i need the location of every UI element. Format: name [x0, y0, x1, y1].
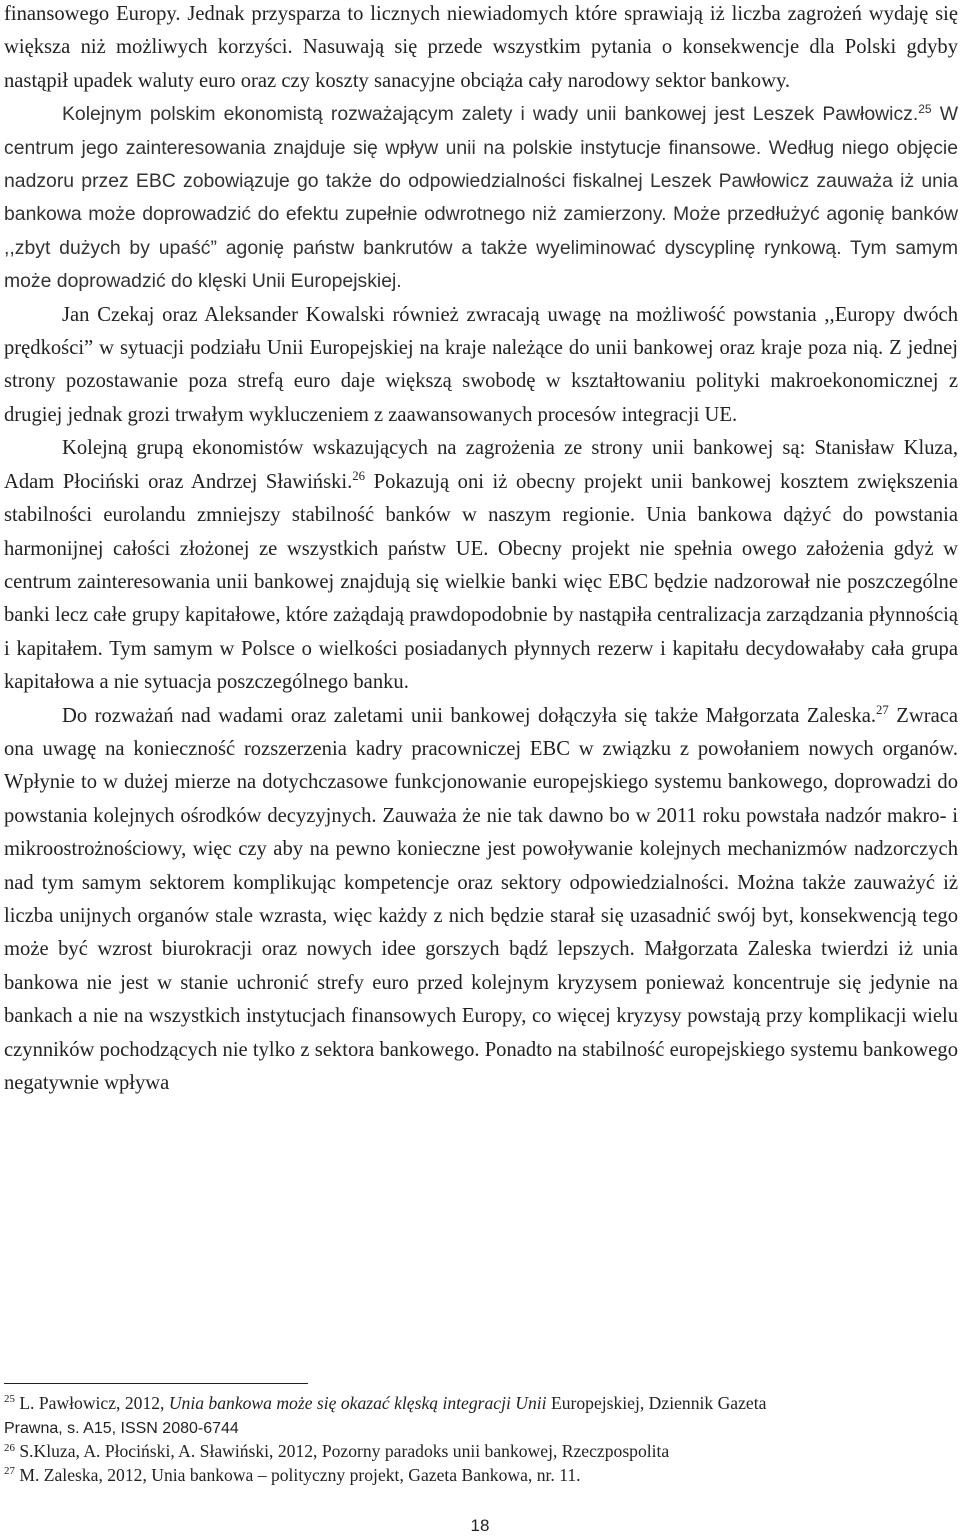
paragraph: Jan Czekaj oraz Aleksander Kowalski również zwracają uwagę na możliwość powstania ,,Europy dwóch prędkości” w sytuacji podziału Unii Europejskiej na kraje należące do unii bankowej oraz kraje poza nią. Z jednej strony pozostawanie poza strefą euro daje większą swobodę w kształtowaniu polityki makroekonomicznej z drugiej jednak grozi trwałym wykluczeniem z zaawansowanych procesów integracji UE. [4, 303, 958, 426]
footnote-text: S.Kluza, A. Płociński, A. Sławiński, 2012, Pozorny paradoks unii bankowej, Rzeczpospolita [19, 1441, 670, 1462]
footnote-text: Europejskiej, Dziennik Gazeta [546, 1393, 767, 1413]
footnote-number: 26 [4, 1441, 15, 1454]
footnote [4, 1392, 954, 1440]
paragraph: finansowego Europy. Jednak przysparza to licznych niewiadomych które sprawiają iż liczba zagrożeń wydaję się większa niż możliwych korzyści. Nasuwają się przede wszystkim pytania o konsekwencje dla Polski gdyby nastąpił upadek waluty euro oraz czy koszty sanacyjne obciąża cały narodowy sektor bankowy. [4, 3, 958, 92]
footnote [4, 1464, 954, 1488]
page-number: 18 [470, 1516, 490, 1535]
footnote-ref[interactable]: 25 [918, 102, 932, 117]
paragraph-text: Pokazują oni iż obecny projekt unii bankowej kosztem zwiększenia stabilności eurolandu zmniejszy stabilność banków w naszym regionie. Unia bankowa dążyć do powstania harmonijnej całości złożonej ze wszystkich państw UE. Obecny projekt nie spełnia owego założenia gdyż w centrum zainteresowania unii bankowej znajdują się wielkie banki więc EBC będzie nadzorował nie poszczególne banki lecz całe grupy kapitałowe, które zażądają prawdopodobnie by nastąpiła centralizacja zarządzania płynnością i kapitałem. Tym samym w Polsce o wielkości posiadanych płynnych rezerw i kapitału decydowałaby cała grupa kapitałowa a nie sytuacja poszczególnego banku. [4, 470, 958, 694]
paragraph-text: Kolejną grupą ekonomistów wskazujących na zagrożenia ze strony unii bankowej są: Stanisław Kluza, Adam Płociński oraz Andrzej Sławiński. [4, 437, 958, 493]
footnote-text: L. Pawłowicz, 2012, [19, 1393, 169, 1413]
paragraph-text: W centrum jego zainteresowania znajduje się wpływ unii na polskie instytucje finansowe. Według niego objęcie nadzoru przez EBC zobowiązuje go także do odpowiedzialności fiskalnej Leszek Pawłowicz zauważa iż unia bankowa może doprowadzić do efektu zupełnie odwrotnego niż zamierzony. Może przedłużyć agonię banków ,,zbyt dużych by upaść” agonię państw bankrutów a także wyeliminować dyscyplinę rynkową. Tym samym może doprowadzić do klęski Unii Europejskiej. [4, 103, 958, 293]
paragraph-text: Zwraca ona uwagę na konieczność rozszerzenia kadry pracowniczej EBC w związku z powołaniem nowych organów. Wpłynie to w dużej mierze na dotychczasowe funkcjonowanie europejskiego systemu bankowego, doprowadzi do powstania kolejnych ośrodków decyzyjnych. Zauważa że nie tak dawno bo w 2011 roku powstała nadzór makro- i mikroostrożnościowy, więc czy aby na pewno konieczne jest powoływanie kolejnych mechanizmów nadzorczych nad tym samym sektorem komplikując kompetencje oraz sektory odpowiedzialności. Można także zauważyć iż liczba unijnych organów stale wzrasta, więc każdy z nich będzie starał się uzasadnić swój byt, konsekwencją tego może być wzrost biurokracji oraz nowych idee gorszych bądź lepszych. Małgorzata Zaleska twierdzi iż unia bankowa nie jest w stanie uchronić strefy euro przed kolejnym kryzysem ponieważ koncentruje się jedynie na bankach a nie na wszystkich instytucjach finansowych Europy, co więcej kryzysy powstają przy komplikacji wielu czynników pochodzących nie tylko z sektora bankowego. Ponadto na stabilność europejskiego systemu bankowego negatywnie wpływa [4, 704, 958, 1094]
footnote-ref[interactable]: 26 [352, 469, 366, 484]
footnote-ref[interactable]: 27 [876, 702, 889, 717]
paragraph [4, 432, 958, 699]
footnote [4, 1440, 954, 1464]
footnote-number: 25 [4, 1393, 15, 1406]
paragraph-text: Kolejnym polskim ekonomistą rozważającym zalety i wady unii bankowej jest Leszek Pawłowicz. [62, 103, 919, 126]
footnote-title: Unia bankowa może się okazać klęską integracji Unii [168, 1393, 547, 1413]
document-page [4, 0, 958, 1100]
footnote-text: Prawna, s. A15, ISSN 2080-6744 [4, 1419, 239, 1437]
footnote-separator [4, 1383, 308, 1384]
footnotes [4, 1392, 954, 1487]
paragraph [4, 700, 958, 1101]
paragraph [4, 98, 958, 298]
footnote-text: M. Zaleska, 2012, Unia bankowa – polityczny projekt, Gazeta Bankowa, nr. 11. [19, 1464, 581, 1485]
footnote-number: 27 [4, 1465, 15, 1478]
paragraph-text: Do rozważań nad wadami oraz zaletami unii bankowej dołączyła się także Małgorzata Zaleska. [62, 704, 877, 727]
